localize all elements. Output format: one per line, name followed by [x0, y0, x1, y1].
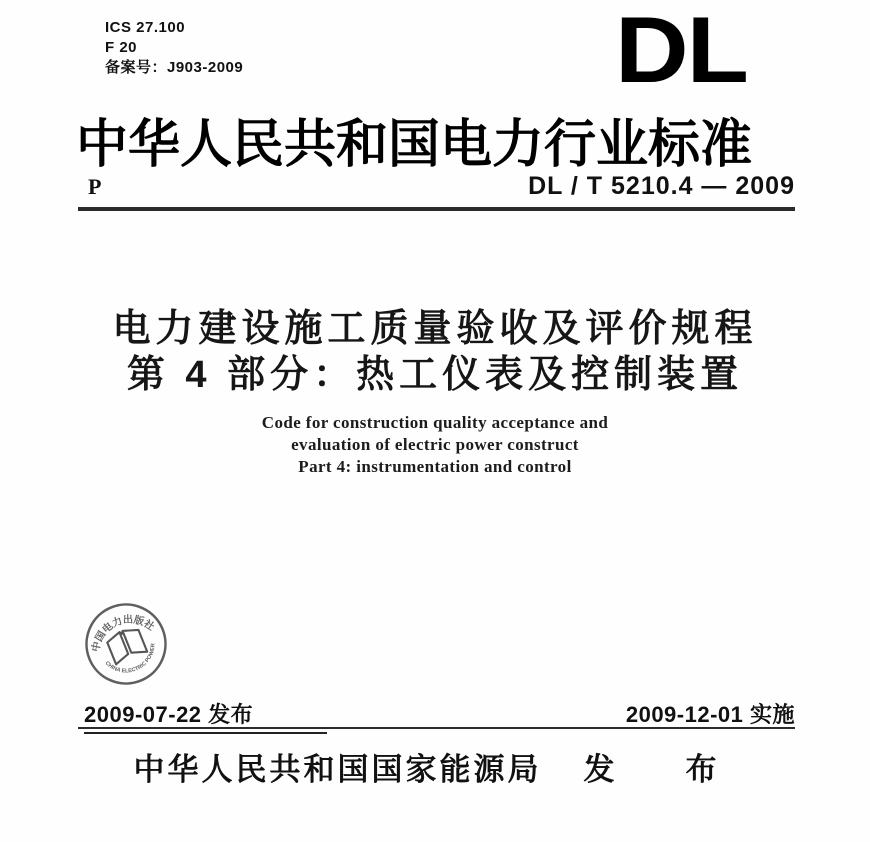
publisher-row: [0, 744, 870, 789]
date-row: [78, 698, 795, 727]
record-number: 备案号：J903-2009: [105, 59, 244, 76]
publisher-name: 中华人民共和国国家能源局: [133, 752, 542, 787]
issue-date: 2009-07-22 发布: [84, 698, 327, 734]
standard-class-title: 中华人民共和国电力行业标准: [76, 116, 753, 174]
dl-logo: DL: [615, 0, 747, 103]
seal-top-text: 中国电力出版社: [90, 614, 156, 653]
english-title-line2: evaluation of electric power construct: [291, 435, 579, 454]
main-title-line1: 电力建设施工质量验收及评价规程: [112, 308, 758, 350]
main-title-line2: 第 4 部分：热工仪表及控制装置: [126, 354, 744, 396]
seal-bottom-text: CHINA ELECTRIC POWER: [103, 643, 157, 675]
header-rule: [78, 207, 795, 211]
open-book-icon: [71, 589, 180, 698]
english-title-line3: Part 4: instrumentation and control: [298, 457, 572, 476]
code-row: [78, 172, 795, 202]
implementation-date: 2009-12-01 实施: [625, 702, 795, 727]
publish-word: 发 布: [583, 752, 737, 787]
publisher-seal: [71, 589, 180, 698]
ics-code: ICS 27.100: [105, 19, 186, 36]
main-title: [0, 306, 870, 398]
english-title-line1: Code for construction quality acceptance and: [261, 413, 609, 432]
class-code: F 20: [105, 39, 138, 56]
classification-block: [105, 18, 243, 78]
footer-rule: [78, 727, 795, 729]
english-title: [0, 412, 870, 478]
doc-class-letter: P: [88, 174, 102, 199]
standard-code: DL / T 5210.4 — 2009: [528, 172, 795, 200]
